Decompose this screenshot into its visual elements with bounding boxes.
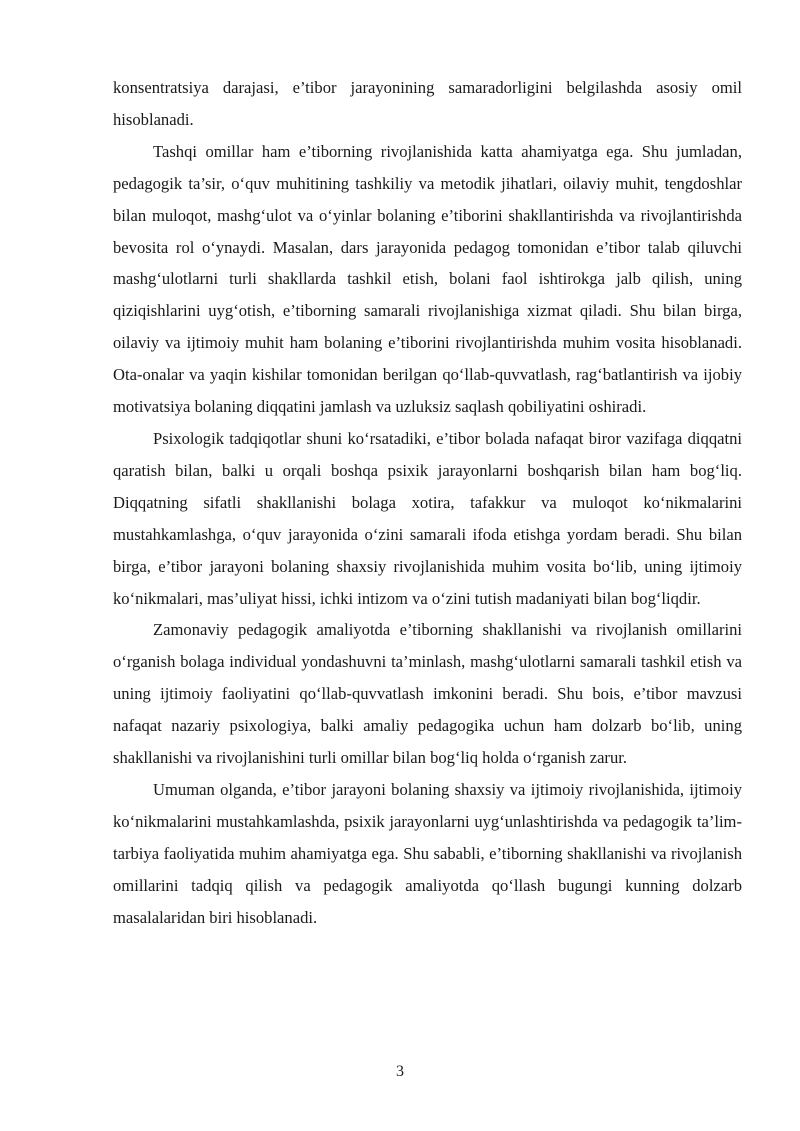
paragraph-modern-pedagogy: Zamonaviy pedagogik amaliyotda e’tiborning shakllanishi va rivojlanish omillarini o‘rganish bolaga individual yondashuvni ta’minlash, mashg‘ulotlarni samarali tashkil etish va uning ijtimoiy faoliyatini qo‘llab-quvvatlash imkonini beradi. Shu bois, e’tibor mavzusi nafaqat nazariy psixologiya, balki amaliy pedagogika uchun ham dolzarb bo‘lib, uning shakllanishi va rivojlanishini turli omillar bilan bog‘liq holda o‘rganish zarur. <box>113 620 742 768</box>
body-text <box>113 72 742 933</box>
paragraph-external-factors: Tashqi omillar ham e’tiborning rivojlanishida katta ahamiyatga ega. Shu jumladan, pedagogik ta’sir, o‘quv muhitining tashkiliy va metodik jihatlari, oilaviy muhit, tengdoshlar bilan muloqot, mashg‘ulot va o‘yinlar bolaning e’tiborini shakllantirishda va rivojlantirishda bevosita rol o‘ynaydi. Masalan, dars jarayonida pedagog tomonidan e’tibor talab qiluvchi mashg‘ulotlarni turli shakllarda tashkil etish, bolani faol ishtirokga jalb qilish, uning qiziqishlarini uyg‘otish, e’tiborning samarali rivojlanishiga xizmat qiladi. Shu bilan birga, oilaviy va ijtimoiy muhit ham bolaning e’tiborini rivojlantirishda muhim vosita hisoblanadi. Ota-onalar va yaqin kishilar tomonidan berilgan qo‘llab-quvvatlash, rag‘batlantirish va ijobiy motivatsiya bolaning diqqatini jamlash va uzluksiz saqlash qobiliyatini oshiradi. <box>113 141 742 417</box>
paragraph-conclusion: Umuman olganda, e’tibor jarayoni bolaning shaxsiy va ijtimoiy rivojlanishida, ijtimoiy ko‘nikmalarini mustahkamlashda, psixik jarayonlarni uyg‘unlashtirishda va pedagogik ta’lim-tarbiya faoliyatida muhim ahamiyatga ega. Shu sababli, e’tiborning shakllanishi va rivojlanish omillarini tadqiq qilish va pedagogik amaliyotda qo‘llash bugungi kunning dolzarb masalalaridan biri hisoblanadi. <box>113 779 742 927</box>
paragraph-psychological-research: Psixologik tadqiqotlar shuni ko‘rsatadiki, e’tibor bolada nafaqat biror vazifaga diqqatni qaratish bilan, balki u orqali boshqa psixik jarayonlarni boshqarish bilan ham bog‘liq. Diqqatning sifatli shakllanishi bolaga xotira, tafakkur va muloqot ko‘nikmalarini mustahkamlashga, o‘quv jarayonida o‘zini samarali ifoda etishga yordam beradi. Shu bilan birga, e’tibor jarayoni bolaning shaxsiy rivojlanishida muhim vosita bo‘lib, uning ijtimoiy ko‘nikmalari, mas’uliyat hissi, ichki intizom va o‘zini tutish madaniyati bilan bog‘liqdir. <box>113 428 742 608</box>
paragraph-continuation: konsentratsiya darajasi, e’tibor jarayonining samaradorligini belgilashda asosiy omil hisoblanadi. <box>113 78 742 129</box>
page-number: 3 <box>396 1063 404 1080</box>
